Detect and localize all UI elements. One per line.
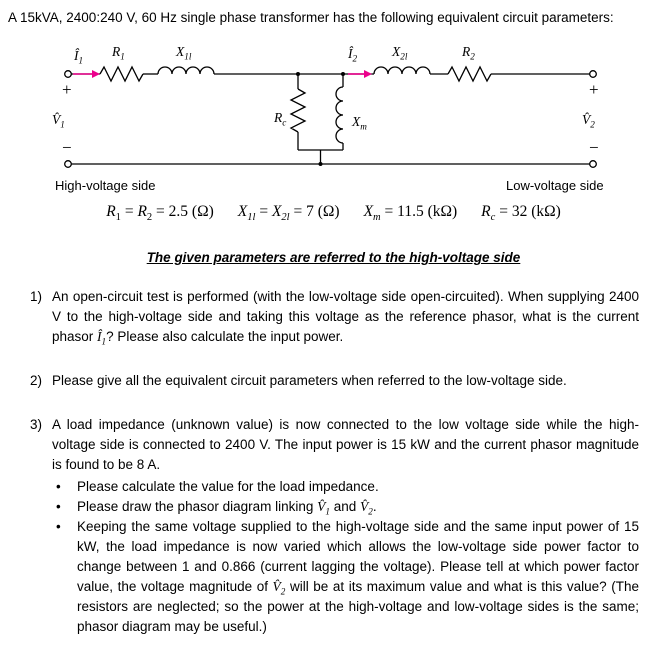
terminal-lv-top bbox=[590, 71, 597, 78]
current-arrow-i2 bbox=[348, 70, 372, 78]
label-r2: $R_2$ bbox=[462, 44, 475, 62]
question-number: 2) bbox=[30, 373, 43, 388]
circuit-diagram bbox=[0, 32, 667, 204]
param-r-values: $R_1 = R_2 = 2.5$ (Ω) bbox=[106, 203, 214, 224]
label-v1: $V̂_1$ bbox=[52, 112, 65, 130]
bullet-text: Keeping the same voltage supplied to the high-voltage side and the same input power of 15 kW, the load impedance is now varied which allows the low-voltage side power factor to change between 1 and 0.866 (current lagging the voltage). Please tell at which power factor value, the voltage magnitude of $V̂_2$ will be at its maximum value and what is this value? (The resistors are neglected; so the power at the high-voltage and low-voltage sides is the same; phasor diagram may be useful.) bbox=[77, 519, 639, 634]
question-3 bbox=[30, 415, 639, 637]
resistor-r2 bbox=[448, 67, 491, 81]
terminal-hv-bottom bbox=[65, 161, 72, 168]
polarity-minus-right: − bbox=[589, 138, 599, 157]
label-lv-side: Low-voltage side bbox=[506, 178, 604, 193]
label-i1: $Î_1$ bbox=[74, 48, 84, 66]
terminal-lv-bottom bbox=[590, 161, 597, 168]
current-arrow-i1 bbox=[73, 70, 100, 78]
question-text: A load impedance (unknown value) is now connected to the low voltage side while the high-voltage side is connected to 2400 V. The input power is 15 kW and the current phasor magnitude is found to be 8 A. bbox=[52, 417, 639, 472]
label-x1l: $X_{1l}$ bbox=[176, 44, 192, 62]
bullet-item-1 bbox=[52, 477, 639, 497]
circuit-wires bbox=[72, 74, 590, 164]
terminals bbox=[65, 71, 597, 168]
parameters-line bbox=[0, 203, 667, 224]
terminal-hv-top bbox=[65, 71, 72, 78]
label-hv-side: High-voltage side bbox=[55, 178, 156, 193]
bullet-marker: • bbox=[56, 519, 61, 534]
resistor-rc bbox=[291, 89, 305, 132]
question-list bbox=[0, 287, 667, 637]
question-number: 1) bbox=[30, 289, 43, 304]
bullet-item-2 bbox=[52, 497, 639, 517]
polarity-minus-left: − bbox=[62, 138, 72, 157]
inductor-x1l bbox=[158, 67, 214, 74]
bullet-marker: • bbox=[56, 479, 61, 494]
polarity-plus-right: + bbox=[589, 80, 599, 99]
label-i2: $Î_2$ bbox=[348, 46, 358, 64]
inductor-x2l bbox=[374, 67, 430, 74]
param-xm-value: $X_m = 11.5$ (kΩ) bbox=[363, 203, 458, 224]
problem-statement: A 15kVA, 2400:240 V, 60 Hz single phase transformer has the following equivalent circuit parameters: bbox=[8, 10, 614, 25]
bullet-list bbox=[52, 477, 639, 637]
question-1 bbox=[30, 287, 639, 347]
label-r1: $R_1$ bbox=[112, 44, 125, 62]
inductor-xm bbox=[336, 87, 343, 143]
question-text: Please give all the equivalent circuit parameters when referred to the low-voltage side. bbox=[52, 373, 567, 388]
label-x2l: $X_{2l}$ bbox=[392, 44, 408, 62]
resistor-r1 bbox=[100, 67, 143, 81]
polarity-plus-left: + bbox=[62, 80, 72, 99]
question-2 bbox=[30, 371, 639, 391]
param-xl-values: $X_{1l} = X_{2l} = 7$ (Ω) bbox=[237, 203, 340, 224]
question-text: An open-circuit test is performed (with the low-voltage side open-circuited). When supplying 2400 V to the high-voltage side and taking this voltage as the reference phasor, what is the current phasor $Î_1$? Please also calculate the input power. bbox=[52, 289, 639, 347]
circuit-schematic bbox=[58, 42, 603, 174]
bullet-marker: • bbox=[56, 499, 61, 514]
label-xm: $X_m$ bbox=[352, 114, 367, 132]
bullet-text: Please calculate the value for the load impedance. bbox=[77, 479, 379, 494]
parameters-note: The given parameters are referred to the high-voltage side bbox=[146, 250, 521, 265]
bullet-text: Please draw the phasor diagram linking $V̂_1$ and $V̂_2$. bbox=[77, 499, 377, 517]
param-rc-value: $R_c = 32$ (kΩ) bbox=[481, 203, 561, 224]
label-rc: $R_c$ bbox=[274, 110, 287, 128]
label-v2: $V̂_2$ bbox=[582, 112, 595, 130]
question-number: 3) bbox=[30, 417, 43, 432]
bullet-item-3 bbox=[52, 517, 639, 637]
